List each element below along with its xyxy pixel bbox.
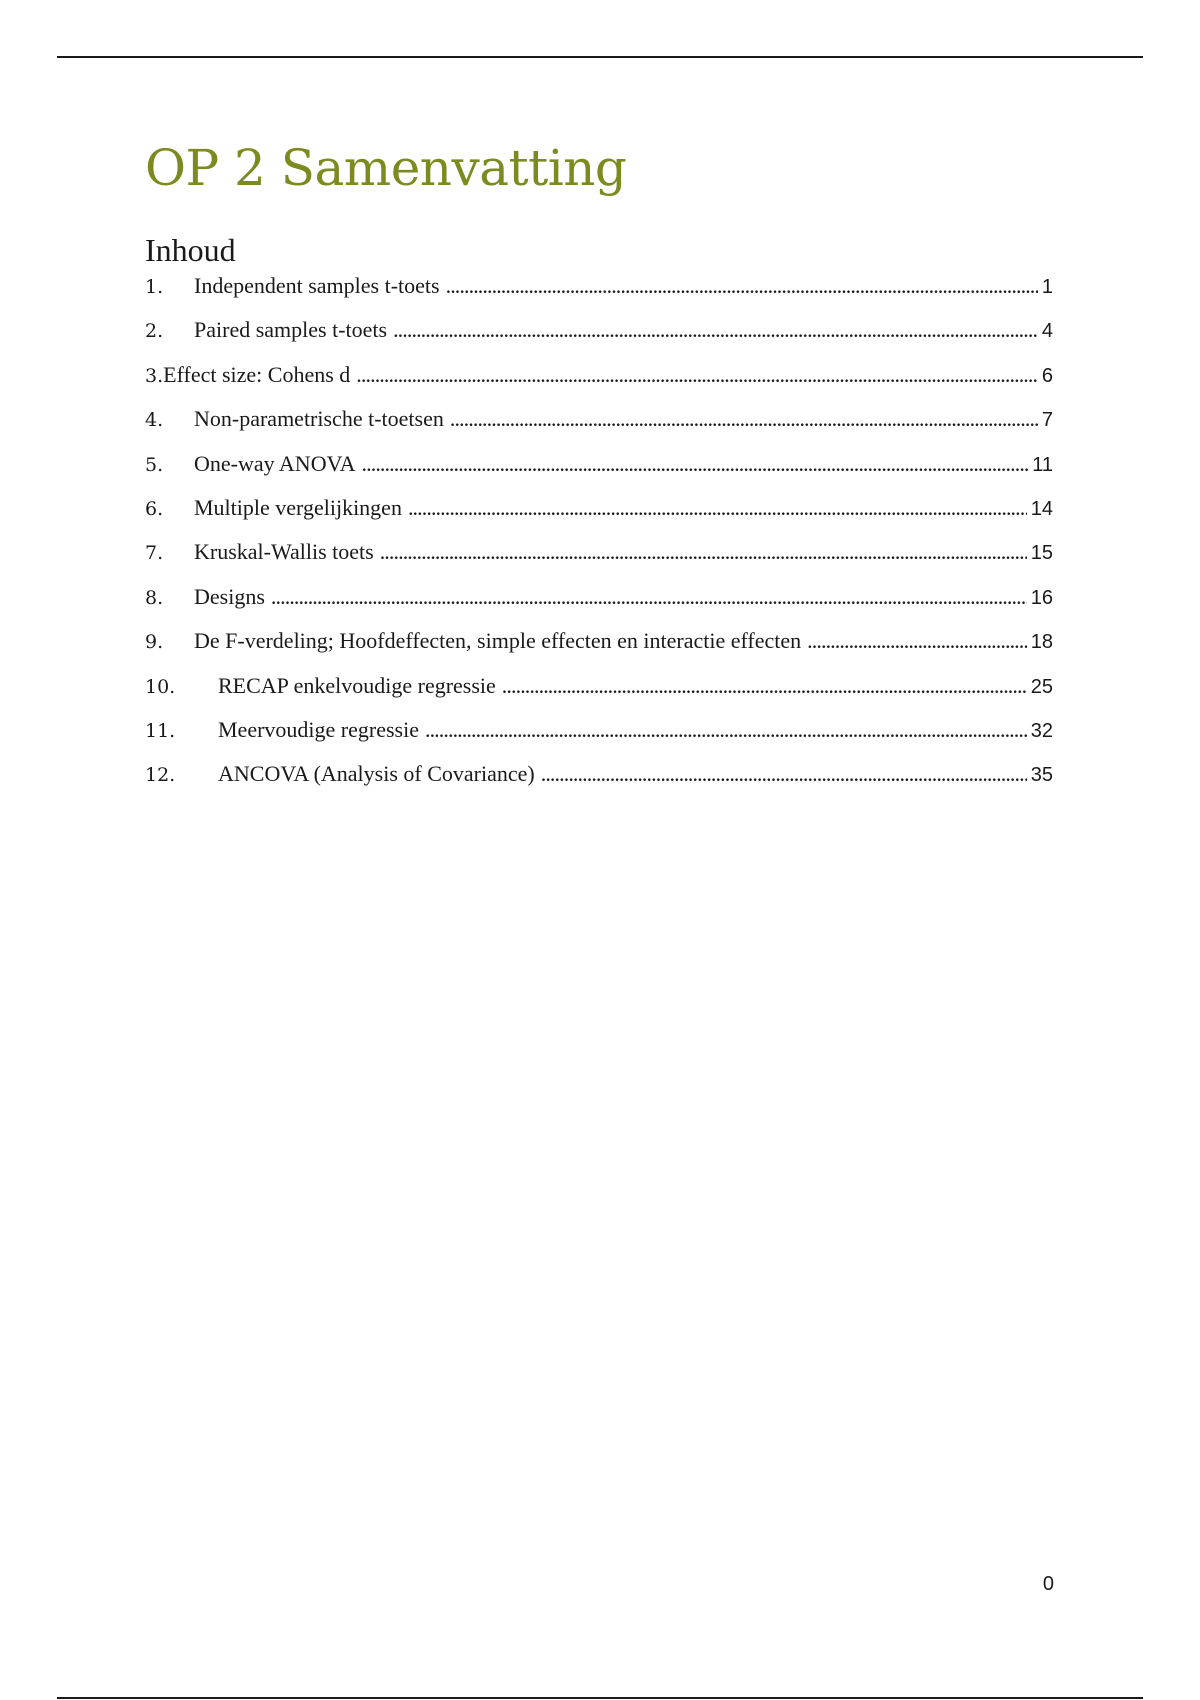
toc-entry-label: Kruskal-Wallis toets xyxy=(194,539,374,565)
toc-entry-number: 9. xyxy=(145,631,164,654)
toc-dot-leader xyxy=(356,360,1038,390)
toc-dot-leader xyxy=(450,404,1038,434)
toc-dot-leader xyxy=(446,271,1038,301)
toc-entry-label: Designs xyxy=(194,583,265,609)
toc-entry-number: 6. xyxy=(145,497,164,520)
toc-entry-number: 5. xyxy=(145,453,164,476)
toc-entry-number: 3. xyxy=(145,364,164,387)
toc-entry-multiple-comparisons[interactable] xyxy=(145,493,1053,537)
toc-entry-label: Independent samples t-toets xyxy=(194,273,440,298)
toc-entry-recap-regression[interactable] xyxy=(145,671,1053,715)
toc-entry-ancova[interactable] xyxy=(145,759,1053,803)
toc-entry-effect-size[interactable] xyxy=(145,360,1053,404)
page-number: 0 xyxy=(1042,1573,1054,1595)
toc-entry-number: 7. xyxy=(145,542,164,565)
header-rule xyxy=(57,56,1143,58)
table-of-contents xyxy=(145,271,1053,804)
toc-entry-non-parametric[interactable] xyxy=(145,404,1053,448)
toc-dot-leader xyxy=(425,715,1027,745)
toc-entry-label: Effect size: Cohens d xyxy=(163,361,351,387)
toc-heading: Inhoud xyxy=(145,232,236,268)
toc-entry-label: Non-parametrische t-toetsen xyxy=(194,406,444,432)
toc-entry-label: Meervoudige regressie xyxy=(218,716,419,742)
toc-entry-label: Paired samples t-toets xyxy=(194,317,388,343)
toc-entry-number: 1. xyxy=(145,276,164,298)
toc-entry-number: 10. xyxy=(145,675,176,698)
toc-entry-independent-samples[interactable] xyxy=(145,271,1053,315)
toc-dot-leader xyxy=(380,537,1027,567)
toc-entry-paired-samples[interactable] xyxy=(145,315,1053,359)
toc-dot-leader xyxy=(271,582,1027,612)
toc-entry-page: 16 xyxy=(1030,586,1053,609)
toc-entry-label: One-way ANOVA xyxy=(194,450,356,476)
toc-entry-page: 25 xyxy=(1030,675,1053,698)
toc-dot-leader xyxy=(393,315,1038,345)
toc-dot-leader xyxy=(541,759,1027,789)
toc-entry-number: 11. xyxy=(145,719,176,742)
toc-entry-label: ANCOVA (Analysis of Covariance) xyxy=(218,761,535,787)
toc-entry-label: Multiple vergelijkingen xyxy=(194,494,402,520)
toc-dot-leader xyxy=(362,449,1029,479)
footer-rule xyxy=(57,1697,1143,1699)
toc-entry-page: 4 xyxy=(1041,320,1053,343)
toc-dot-leader xyxy=(408,493,1027,523)
toc-entry-page: 32 xyxy=(1030,719,1053,742)
toc-entry-label: De F-verdeling; Hoofdeffecten, simple effecten en interactie effecten xyxy=(194,628,802,654)
toc-entry-label: RECAP enkelvoudige regressie xyxy=(218,672,496,698)
toc-entry-number: 2. xyxy=(145,320,164,343)
toc-entry-page: 14 xyxy=(1030,497,1053,520)
toc-entry-page: 1 xyxy=(1041,276,1053,298)
toc-entry-number: 4. xyxy=(145,409,164,432)
toc-entry-page: 7 xyxy=(1041,409,1053,432)
toc-entry-page: 35 xyxy=(1030,764,1053,787)
toc-entry-number: 8. xyxy=(145,586,164,609)
toc-entry-number: 12. xyxy=(145,764,176,787)
toc-entry-page: 6 xyxy=(1041,364,1053,387)
toc-entry-page: 15 xyxy=(1030,542,1053,565)
toc-entry-page: 11 xyxy=(1032,453,1053,476)
toc-entry-designs[interactable] xyxy=(145,582,1053,626)
toc-dot-leader xyxy=(502,671,1027,701)
toc-entry-page: 18 xyxy=(1030,631,1053,654)
toc-entry-multiple-regression[interactable] xyxy=(145,715,1053,759)
toc-entry-one-way-anova[interactable] xyxy=(145,449,1053,493)
document-title: OP 2 Samenvatting xyxy=(145,139,627,197)
toc-dot-leader xyxy=(807,626,1027,656)
toc-entry-f-distribution[interactable] xyxy=(145,626,1053,670)
toc-entry-kruskal-wallis[interactable] xyxy=(145,537,1053,581)
